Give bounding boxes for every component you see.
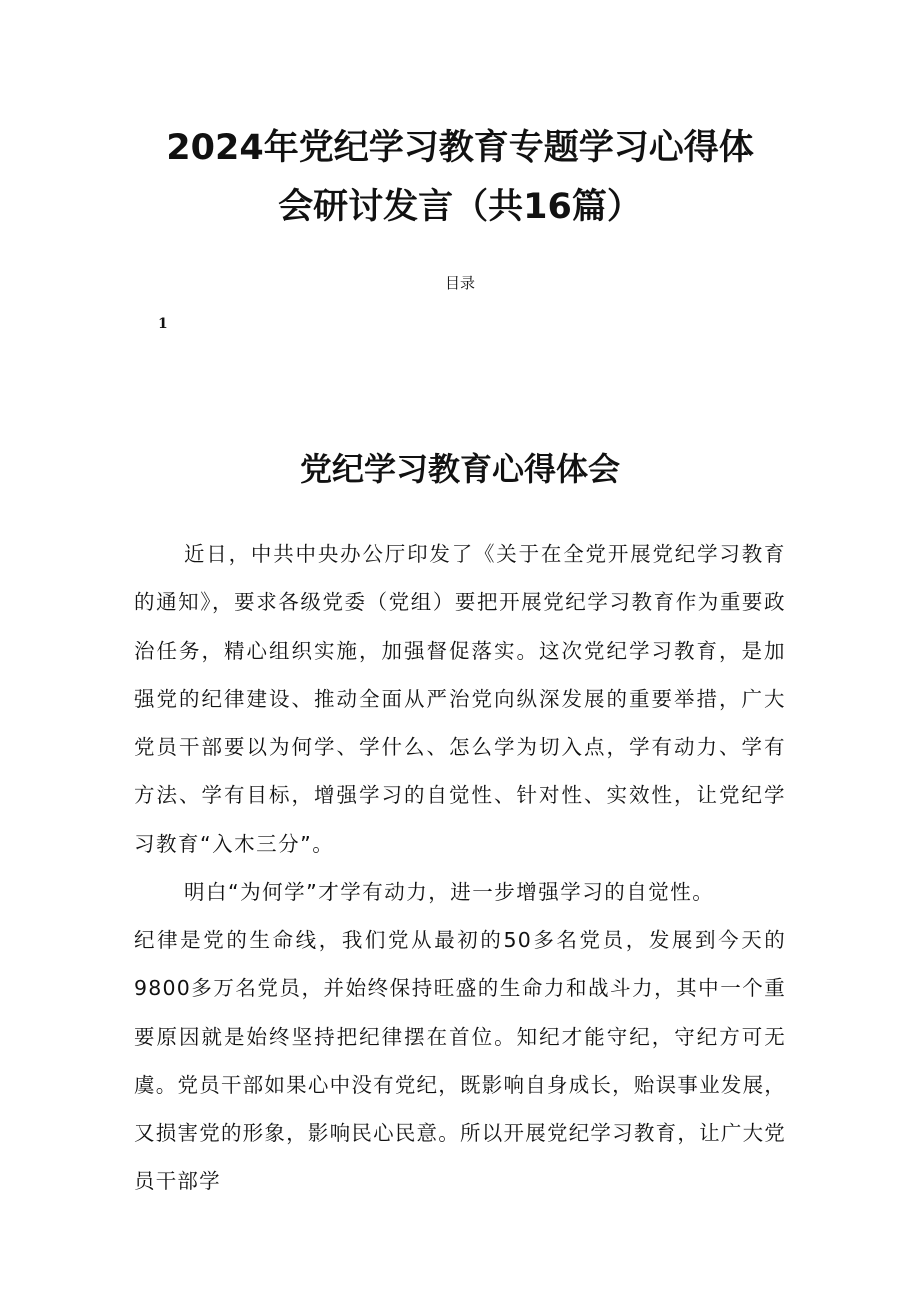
section-title: 党纪学习教育心得体会 xyxy=(299,450,620,488)
body-paragraph: 纪律是党的生命线，我们党从最初的50多名党员，发展到今天的9800多万名党员，并始终保持旺盛的生命力和战斗力，其中一个重要原因就是始终坚持把纪律摆在首位。知纪才能守纪，守纪方可无虞。党员干部如果心中没有党纪，既影响自身成长，贻误事业发展，又损害党的形象，影响民心民意。所以开展党纪学习教育，让广大党员干部学 xyxy=(134,928,786,1194)
body-paragraph: 近日，中共中央办公厅印发了《关于在全党开展党纪学习教育的通知》，要求各级党委（党组）要把开展党纪学习教育作为重要政治任务，精心组织实施，加强督促落实。这次党纪学习教育，是加强党的纪律建设、推动全面从严治党向纵深发展的重要举措，广大党员干部要以为何学、学什么、怎么学为切入点，学有动力、学有方法、学有目标，增强学习的自觉性、针对性、实效性，让党纪学习教育“入木三分”。 xyxy=(134,542,786,856)
table-of-contents-label: 目录 xyxy=(444,274,475,292)
table-of-contents-number: 1 xyxy=(158,316,168,332)
document-title-line-2: 会研讨发言（共16篇） xyxy=(278,187,642,227)
body-paragraph: 明白“为何学”才学有动力，进一步增强学习的自觉性。 xyxy=(184,880,715,904)
document-title-line-1: 2024年党纪学习教育专题学习心得体 xyxy=(166,128,754,168)
